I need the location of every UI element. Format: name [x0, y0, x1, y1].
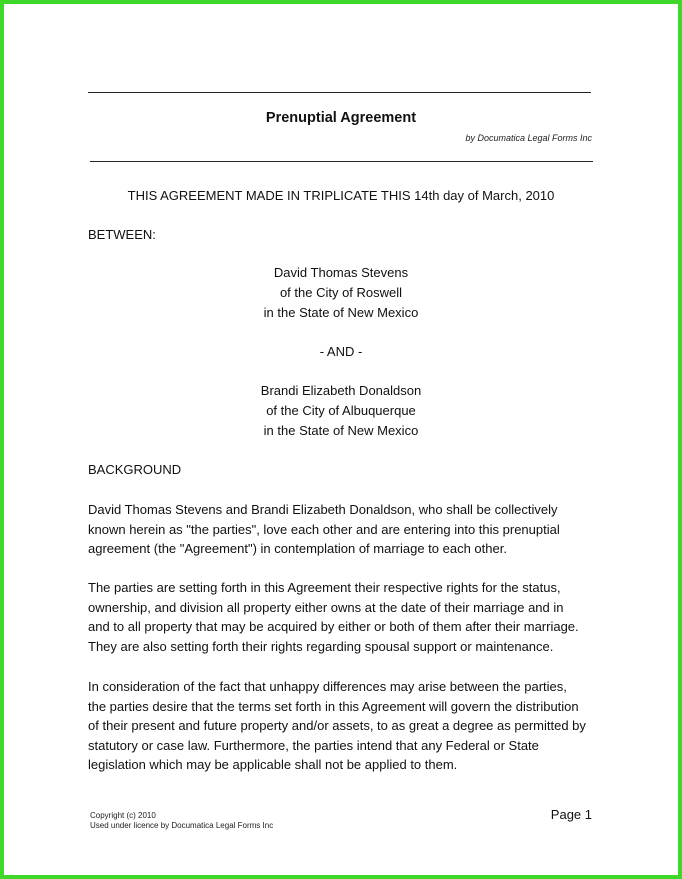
- footer-copyright-line: Copyright (c) 2010: [90, 811, 156, 820]
- party2-city: of the City of Albuquerque: [266, 403, 416, 418]
- party2-name: Brandi Elizabeth Donaldson: [260, 383, 422, 398]
- paragraph-line: agreement (the "Agreement") in contemplation of marriage to each other.: [88, 541, 507, 556]
- paragraph-line: the parties desire that the terms set forth in this Agreement will govern the distribution: [88, 698, 579, 714]
- paragraph-line: They are also setting forth their rights regarding spousal support or maintenance.: [88, 638, 554, 654]
- party1-block: [0, 263, 682, 323]
- paragraph-line: statutory or case law. Furthermore, the parties intend that any Federal or State: [88, 737, 539, 753]
- footer-copyright: [90, 811, 273, 831]
- agreement-made-line: THIS AGREEMENT MADE IN TRIPLICATE THIS 14th day of March, 2010: [127, 188, 555, 203]
- and-separator: [0, 342, 682, 362]
- party1-name: David Thomas Stevens: [273, 265, 409, 280]
- paragraph-line: ownership, and division all property either owns at the date of their marriage and in: [88, 599, 564, 615]
- paragraph-line: of their present and future property and/or assets, to as great a degree as permitted by: [88, 718, 586, 733]
- paragraph-line: In consideration of the fact that unhappy differences may arise between the parties,: [88, 679, 567, 694]
- page-number: Page 1: [550, 807, 592, 822]
- header-bottom-rule: [90, 161, 593, 162]
- paragraph-line: legislation which may be applicable shall not be applied to them.: [88, 757, 458, 772]
- paragraph-line: The parties are setting forth in this Agreement their respective rights for the status,: [88, 580, 561, 595]
- footer-licence-line: Used under licence by Documatica Legal Forms Inc: [90, 821, 274, 830]
- paragraph-line: David Thomas Stevens and Brandi Elizabeth Donaldson, who shall be collectively: [88, 502, 558, 517]
- party2-block: [0, 381, 682, 441]
- document-byline: by Documatica Legal Forms Inc: [465, 133, 592, 143]
- paragraph-line: known herein as "the parties", love each other and are entering into this prenuptial: [88, 521, 560, 537]
- party1-state: in the State of New Mexico: [263, 305, 419, 320]
- background-paragraph-3: [88, 677, 603, 775]
- background-heading: BACKGROUND: [88, 462, 182, 477]
- background-paragraph-1: [88, 500, 603, 559]
- between-heading: BETWEEN:: [88, 227, 156, 242]
- party2-state: in the State of New Mexico: [263, 423, 419, 438]
- and-separator-text: - AND -: [319, 344, 363, 359]
- document-title: Prenuptial Agreement: [265, 110, 417, 126]
- background-paragraph-2: [88, 578, 603, 656]
- paragraph-line: and to all property that may be acquired by either or both of them after their marriage.: [88, 619, 579, 634]
- party1-city: of the City of Roswell: [279, 285, 403, 300]
- header-top-rule: [88, 92, 591, 93]
